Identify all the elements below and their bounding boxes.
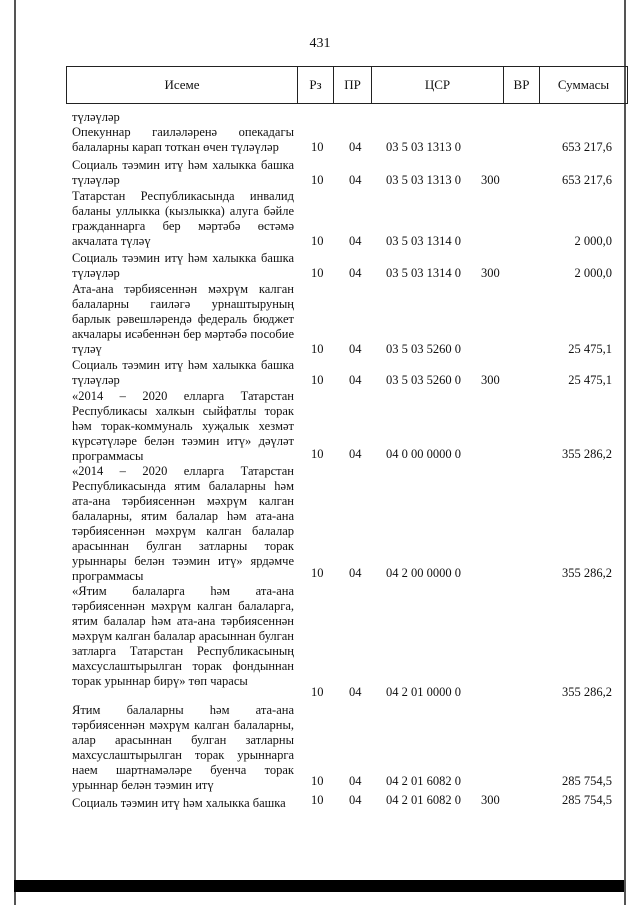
row-rz: 10 [311,566,324,580]
row-name: Татарстан Республикасында инвалид баланы уллыкка (кызлыкка) алуга бәйле гражданнарга бер мәртәбә өстәмә акчалата түләү [72,189,294,248]
row-rz: 10 [311,447,324,461]
header-csr: ЦСР [371,67,503,103]
row-vr: 300 [481,373,500,387]
row-pr: 04 [349,566,362,580]
row-rz: 10 [311,140,324,154]
row-pr: 04 [349,774,362,788]
row-pr: 04 [349,173,362,187]
row-pr: 04 [349,685,362,699]
row-sum: 2 000,0 [574,234,612,248]
row-csr: 04 0 00 0000 0 [386,447,461,461]
row-vr: 300 [481,173,500,187]
table-header [66,66,628,104]
scan-bottom-border [14,880,624,892]
row-csr: 03 5 03 1313 0 [386,140,461,154]
row-rz: 10 [311,373,324,387]
row-sum: 25 475,1 [568,342,612,356]
row-name: Социаль тәэмин итү һәм халыкка башка түләүләр [72,158,294,187]
scan-edge-left [14,0,16,905]
row-csr: 03 5 03 1314 0 [386,234,461,248]
row-pr: 04 [349,447,362,461]
row-pr: 04 [349,373,362,387]
row-sum: 653 217,6 [562,173,612,187]
row-rz: 10 [311,774,324,788]
row-rz: 10 [311,173,324,187]
row-pr: 04 [349,793,362,807]
row-sum: 285 754,5 [562,793,612,807]
row-sum: 285 754,5 [562,774,612,788]
row-csr: 04 2 00 0000 0 [386,566,461,580]
row-sum: 2 000,0 [574,266,612,280]
row-sum: 355 286,2 [562,566,612,580]
row-csr: 03 5 03 1314 0 [386,266,461,280]
row-pr: 04 [349,266,362,280]
row-csr: 04 2 01 0000 0 [386,685,461,699]
row-name: Социаль тәэмин итү һәм халыкка башка түләүләр [72,251,294,280]
row-rz: 10 [311,234,324,248]
row-vr: 300 [481,266,500,280]
row-csr: 04 2 01 6082 0 [386,774,461,788]
row-name: Ятим балаларны һәм ата-ана тәрбиясеннән мәхрүм калган балаларны, алар арасыннан булган затларны махсуслаштырылган торак урыннарга наем шартнамәләре буенча торак урыннар белән тәэмин итү [72,703,294,792]
row-sum: 25 475,1 [568,373,612,387]
row-pr: 04 [349,234,362,248]
row-name: Социаль тәэмин итү һәм халыкка башка түләүләр [72,358,294,387]
row-name: «2014 – 2020 елларга Татарстан Республикасында ятим балаларны һәм ата-ана тәрбиясеннән мәхрүм калган балаларны, ятим балалар һәм ата-ана тәрбиясеннән мәхрүм калган балалар арасыннан булган затларны торак урыннары белән тәэмин итү» ярдәмче программасы [72,464,294,583]
header-vr: ВР [503,67,539,103]
row-pr: 04 [349,140,362,154]
header-pr: ПР [333,67,371,103]
row-csr: 03 5 03 5260 0 [386,342,461,356]
row-rz: 10 [311,266,324,280]
row-rz: 10 [311,342,324,356]
row-name: түләүләр [72,110,120,124]
row-sum: 653 217,6 [562,140,612,154]
header-sum: Суммасы [539,67,627,103]
row-sum: 355 286,2 [562,685,612,699]
scan-edge-right [624,0,626,905]
row-sum: 355 286,2 [562,447,612,461]
page-number: 431 [309,36,331,51]
row-vr: 300 [481,793,500,807]
row-pr: 04 [349,342,362,356]
row-name: Опекуннар гаиләләренә опекадагы балаларны карап тоткан өчен түләүләр [72,125,294,154]
row-csr: 03 5 03 5260 0 [386,373,461,387]
row-csr: 03 5 03 1313 0 [386,173,461,187]
row-name: Ата-ана тәрбиясеннән мәхрүм калган балаларны гаиләгә урнаштыруның барлык рәвешләрендә федераль бюджет акчалары исәбеннән бер мәртәбә пособие түләү [72,282,294,356]
row-name: «2014 – 2020 елларга Татарстан Республикасы халкын сыйфатлы торак һәм торак-коммуналь хуҗалык хезмәт күрсәтүләре белән тәэмин итү» дәүләт программасы [72,389,294,463]
row-rz: 10 [311,793,324,807]
row-rz: 10 [311,685,324,699]
row-name: «Ятим балаларга һәм ата-ана тәрбиясеннән мәхрүм калган балаларга, ятим балалар һәм ата-ана тәрбиясеннән мәхрүм калган балалар арасыннан булган затларга Татарстан Республикасының махсуслаштырылган торак фондыннан торак урыннар бирү» төп чарасы [72,584,294,688]
header-name: Исеме [164,77,200,92]
header-rz: Рз [297,67,333,103]
row-csr: 04 2 01 6082 0 [386,793,461,807]
row-name: Социаль тәэмин итү һәм халыкка башка [72,796,286,810]
